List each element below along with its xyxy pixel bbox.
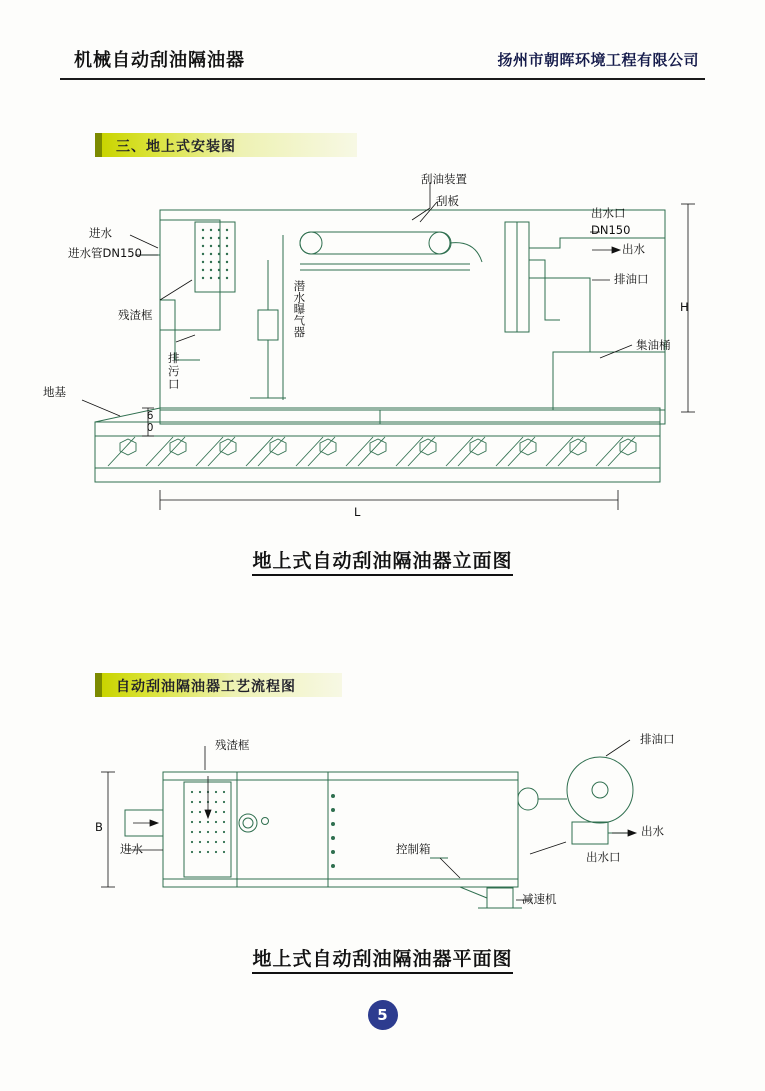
label-dim-60: 60 — [144, 410, 157, 434]
section-banner-process-label: 自动刮油隔油器工艺流程图 — [116, 679, 296, 695]
label-oil-collect-barrel: 集油桶 — [636, 338, 671, 352]
company-name: 扬州市朝晖环境工程有限公司 — [497, 51, 699, 69]
label-residue-basket: 残渣框 — [118, 308, 153, 322]
label-outlet-dn: DN150 — [591, 223, 631, 237]
page-header — [60, 46, 705, 84]
plan-caption-text: 地上式自动刮油隔油器平面图 — [252, 948, 512, 974]
label-outlet: 出水 — [622, 242, 645, 256]
label-plan-outlet-port: 出水口 — [586, 850, 621, 864]
section-banner-elevation — [95, 133, 357, 157]
elevation-caption — [0, 546, 765, 573]
label-plan-oil-discharge: 排油口 — [640, 732, 675, 746]
label-submersible-aerator: 潜水曝气器 — [292, 280, 307, 338]
plan-caption — [0, 944, 765, 971]
label-control-box: 控制箱 — [396, 842, 431, 856]
label-plan-outlet: 出水 — [641, 824, 664, 838]
elevation-caption-text: 地上式自动刮油隔油器立面图 — [252, 550, 512, 576]
page-number-badge: 5 — [368, 1000, 398, 1030]
label-inlet-pipe: 进水管DN150 — [68, 246, 142, 260]
label-plan-inlet: 进水 — [120, 842, 143, 856]
label-dim-L: L — [354, 505, 361, 519]
label-plan-residue-basket: 残渣框 — [215, 738, 250, 752]
label-drain-port: 排污口 — [168, 351, 180, 392]
label-scraper-plate: 刮板 — [436, 194, 459, 208]
label-scraper-device: 刮油装置 — [421, 172, 467, 186]
label-inlet: 进水 — [89, 226, 112, 240]
label-foundation: 地基 — [43, 385, 66, 399]
page-title: 机械自动刮油隔油器 — [74, 50, 245, 71]
header-divider — [60, 78, 705, 80]
label-oil-discharge: 排油口 — [614, 272, 649, 286]
label-dim-H: H — [680, 300, 689, 314]
elevation-drawing — [0, 160, 765, 540]
label-reducer: 减速机 — [522, 892, 557, 906]
plan-drawing — [0, 710, 765, 935]
label-dim-B: B — [95, 820, 103, 834]
section-banner-elevation-label: 三、地上式安装图 — [116, 139, 236, 155]
label-outlet-port: 出水口 — [591, 206, 626, 220]
section-banner-process — [95, 673, 342, 697]
